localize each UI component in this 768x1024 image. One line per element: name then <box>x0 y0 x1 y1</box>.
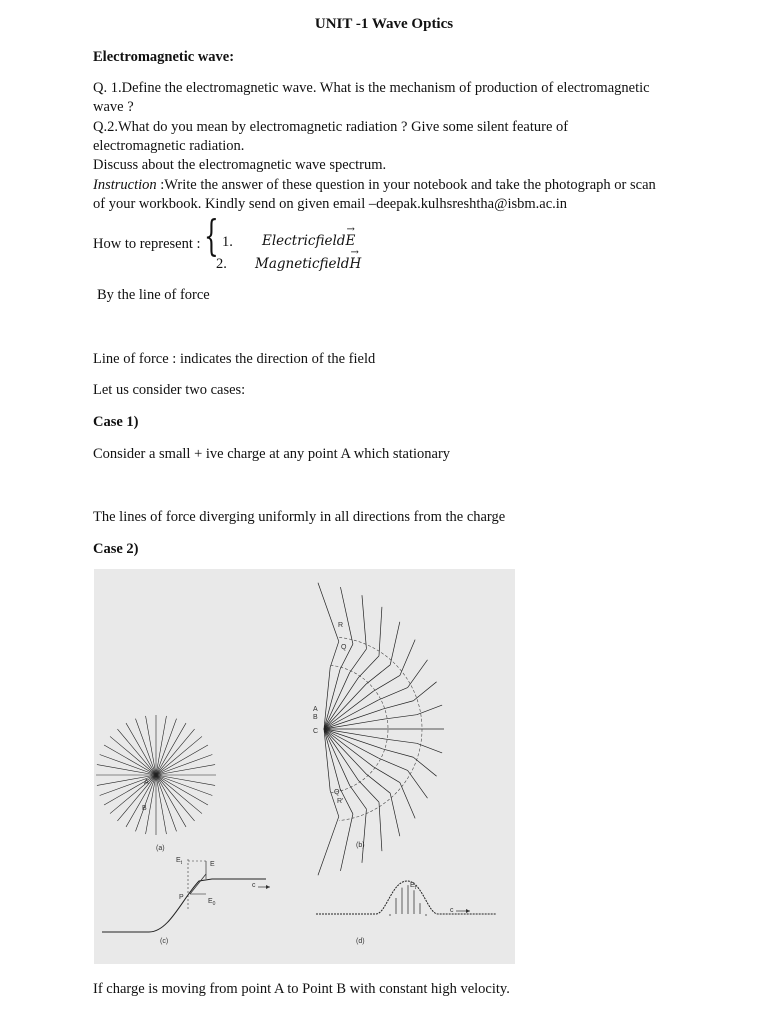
case-1-result: The lines of force diverging uniformly in all directions from the charge <box>93 509 506 525</box>
field-line-b-kink <box>383 701 414 709</box>
case-1-text: Consider a small + ive charge at any point A which stationary <box>93 446 451 462</box>
field-line-b-outer <box>362 809 366 863</box>
page-title: UNIT -1 Wave Optics <box>314 16 454 32</box>
field-line-b-inner <box>324 729 383 749</box>
field-line-b-inner <box>324 691 373 729</box>
represent-item-2-number: 2. <box>216 256 227 272</box>
case-1-heading: Case 1) <box>93 414 139 430</box>
label-e0: $E_0$ <box>208 898 216 907</box>
label-point-a-fig-b: A <box>313 706 318 713</box>
pulse-profile-d <box>316 881 496 914</box>
represent-item-1-number: 1. <box>222 234 233 250</box>
label-c-arrow-d: c <box>450 907 454 914</box>
field-line-b-outer <box>362 595 366 649</box>
label-b: (b) <box>356 842 365 849</box>
represent-item-1 <box>262 224 356 249</box>
e-vector-symbol: → E <box>345 224 356 249</box>
label-q-prime: Q' <box>334 789 341 796</box>
label-point-b-fig-b: B <box>313 714 318 721</box>
label-p: P <box>179 894 184 901</box>
field-line-b-inner <box>324 667 330 729</box>
field-line-b-kink <box>366 774 390 793</box>
label-r-prime: R' <box>337 798 344 805</box>
instruction-line-1 <box>93 176 656 196</box>
field-line-b-outer <box>318 817 339 876</box>
c-arrowhead-c <box>266 885 270 889</box>
label-c: (c) <box>160 938 169 945</box>
label-e-c: E <box>210 861 215 868</box>
field-line-b-inner <box>324 729 359 781</box>
case-2-heading: Case 2) <box>93 541 139 557</box>
e-vector-line <box>190 874 206 894</box>
represent-item-2-text: Magneticfield <box>255 256 350 272</box>
by-line-of-force: By the line of force <box>97 287 210 303</box>
field-line-b-inner <box>324 729 373 767</box>
field-line-b-kink <box>359 656 379 678</box>
label-et-c: $E_t$ <box>176 857 183 866</box>
field-line-b-outer <box>408 770 428 798</box>
instruction-line-2: of your workbook. Kindly send on given email –deepak.kulhsreshtha@isbm.ac.in <box>93 196 568 212</box>
field-line-b-kink <box>373 675 400 691</box>
represent-label: How to represent : <box>93 236 201 252</box>
question-2-line-2: electromagnetic radiation. <box>93 138 245 154</box>
field-lines-figure <box>94 569 515 964</box>
field-line-b-kink <box>383 749 414 757</box>
label-r: R <box>338 622 344 629</box>
field-line-b-kink <box>350 785 367 809</box>
field-line-b-kink <box>379 758 408 770</box>
pulse-arrows-d <box>390 885 426 916</box>
field-line-b-kink <box>330 641 339 667</box>
label-c-arrow-c: c <box>252 882 256 889</box>
instruction-label: Instruction <box>93 177 157 193</box>
field-line-b-kink <box>350 649 367 673</box>
field-line-b-outer <box>390 622 400 665</box>
label-point-c-fig-b: C <box>313 728 319 735</box>
figure-a-stationary-charge <box>96 715 216 835</box>
field-line-b-outer <box>390 793 400 836</box>
field-line-b-outer <box>340 587 352 644</box>
field-line-b-outer <box>379 802 382 851</box>
field-line-b-outer <box>400 640 415 676</box>
field-line-b-outer <box>379 607 382 656</box>
two-cases-intro: Let us consider two cases: <box>93 382 246 398</box>
represent-item-2 <box>255 247 362 272</box>
field-line-b-outer <box>318 583 339 642</box>
label-et-d: $E_t$ <box>410 882 417 891</box>
field-line-b-inner <box>324 709 383 729</box>
field-line-b-kink <box>373 767 400 783</box>
label-d: (d) <box>356 938 365 945</box>
c-arrowhead-d <box>466 909 470 913</box>
line-of-force-definition: Line of force : indicates the direction of the field <box>93 351 376 367</box>
represent-item-1-text: Electricfield <box>262 233 346 249</box>
figure-b-moving-charge <box>318 583 444 876</box>
question-1-line-1: Q. 1.Define the electromagnetic wave. What is the mechanism of production of electromagnetic <box>93 80 650 96</box>
instruction-text: :Write the answer of these question in your notebook and take the photograph or scan <box>156 177 656 193</box>
left-brace-icon: { <box>204 211 219 260</box>
field-line-b-kink <box>385 715 417 719</box>
pulse-profile-c <box>102 879 266 932</box>
field-line-b-outer <box>413 682 436 701</box>
label-point-a-fig-a: A <box>144 779 149 786</box>
label-q: Q <box>341 644 347 651</box>
field-line-b-outer <box>408 660 428 688</box>
footer-sentence: If charge is moving from point A to Point B with constant high velocity. <box>93 981 510 997</box>
field-line-b-kink <box>385 739 417 743</box>
field-line-b-outer <box>400 783 415 819</box>
field-line-b-inner <box>324 677 359 729</box>
field-line-b-outer <box>417 705 442 715</box>
field-line-b-kink <box>366 665 390 684</box>
section-heading: Electromagnetic wave: <box>93 49 235 65</box>
field-line-b-kink <box>359 781 379 803</box>
field-line-b-inner <box>324 729 330 791</box>
discuss-line: Discuss about the electromagnetic wave spectrum. <box>93 157 387 173</box>
question-2-line-1: Q.2.What do you mean by electromagnetic radiation ? Give some silent feature of <box>93 119 569 135</box>
field-line-b-outer <box>340 814 352 871</box>
question-1-line-2: wave ? <box>93 99 134 115</box>
label-point-b-fig-a: B <box>142 805 147 812</box>
field-line-b-kink <box>379 688 408 700</box>
label-a: (a) <box>156 845 165 852</box>
h-vector-symbol: → H <box>349 247 362 272</box>
